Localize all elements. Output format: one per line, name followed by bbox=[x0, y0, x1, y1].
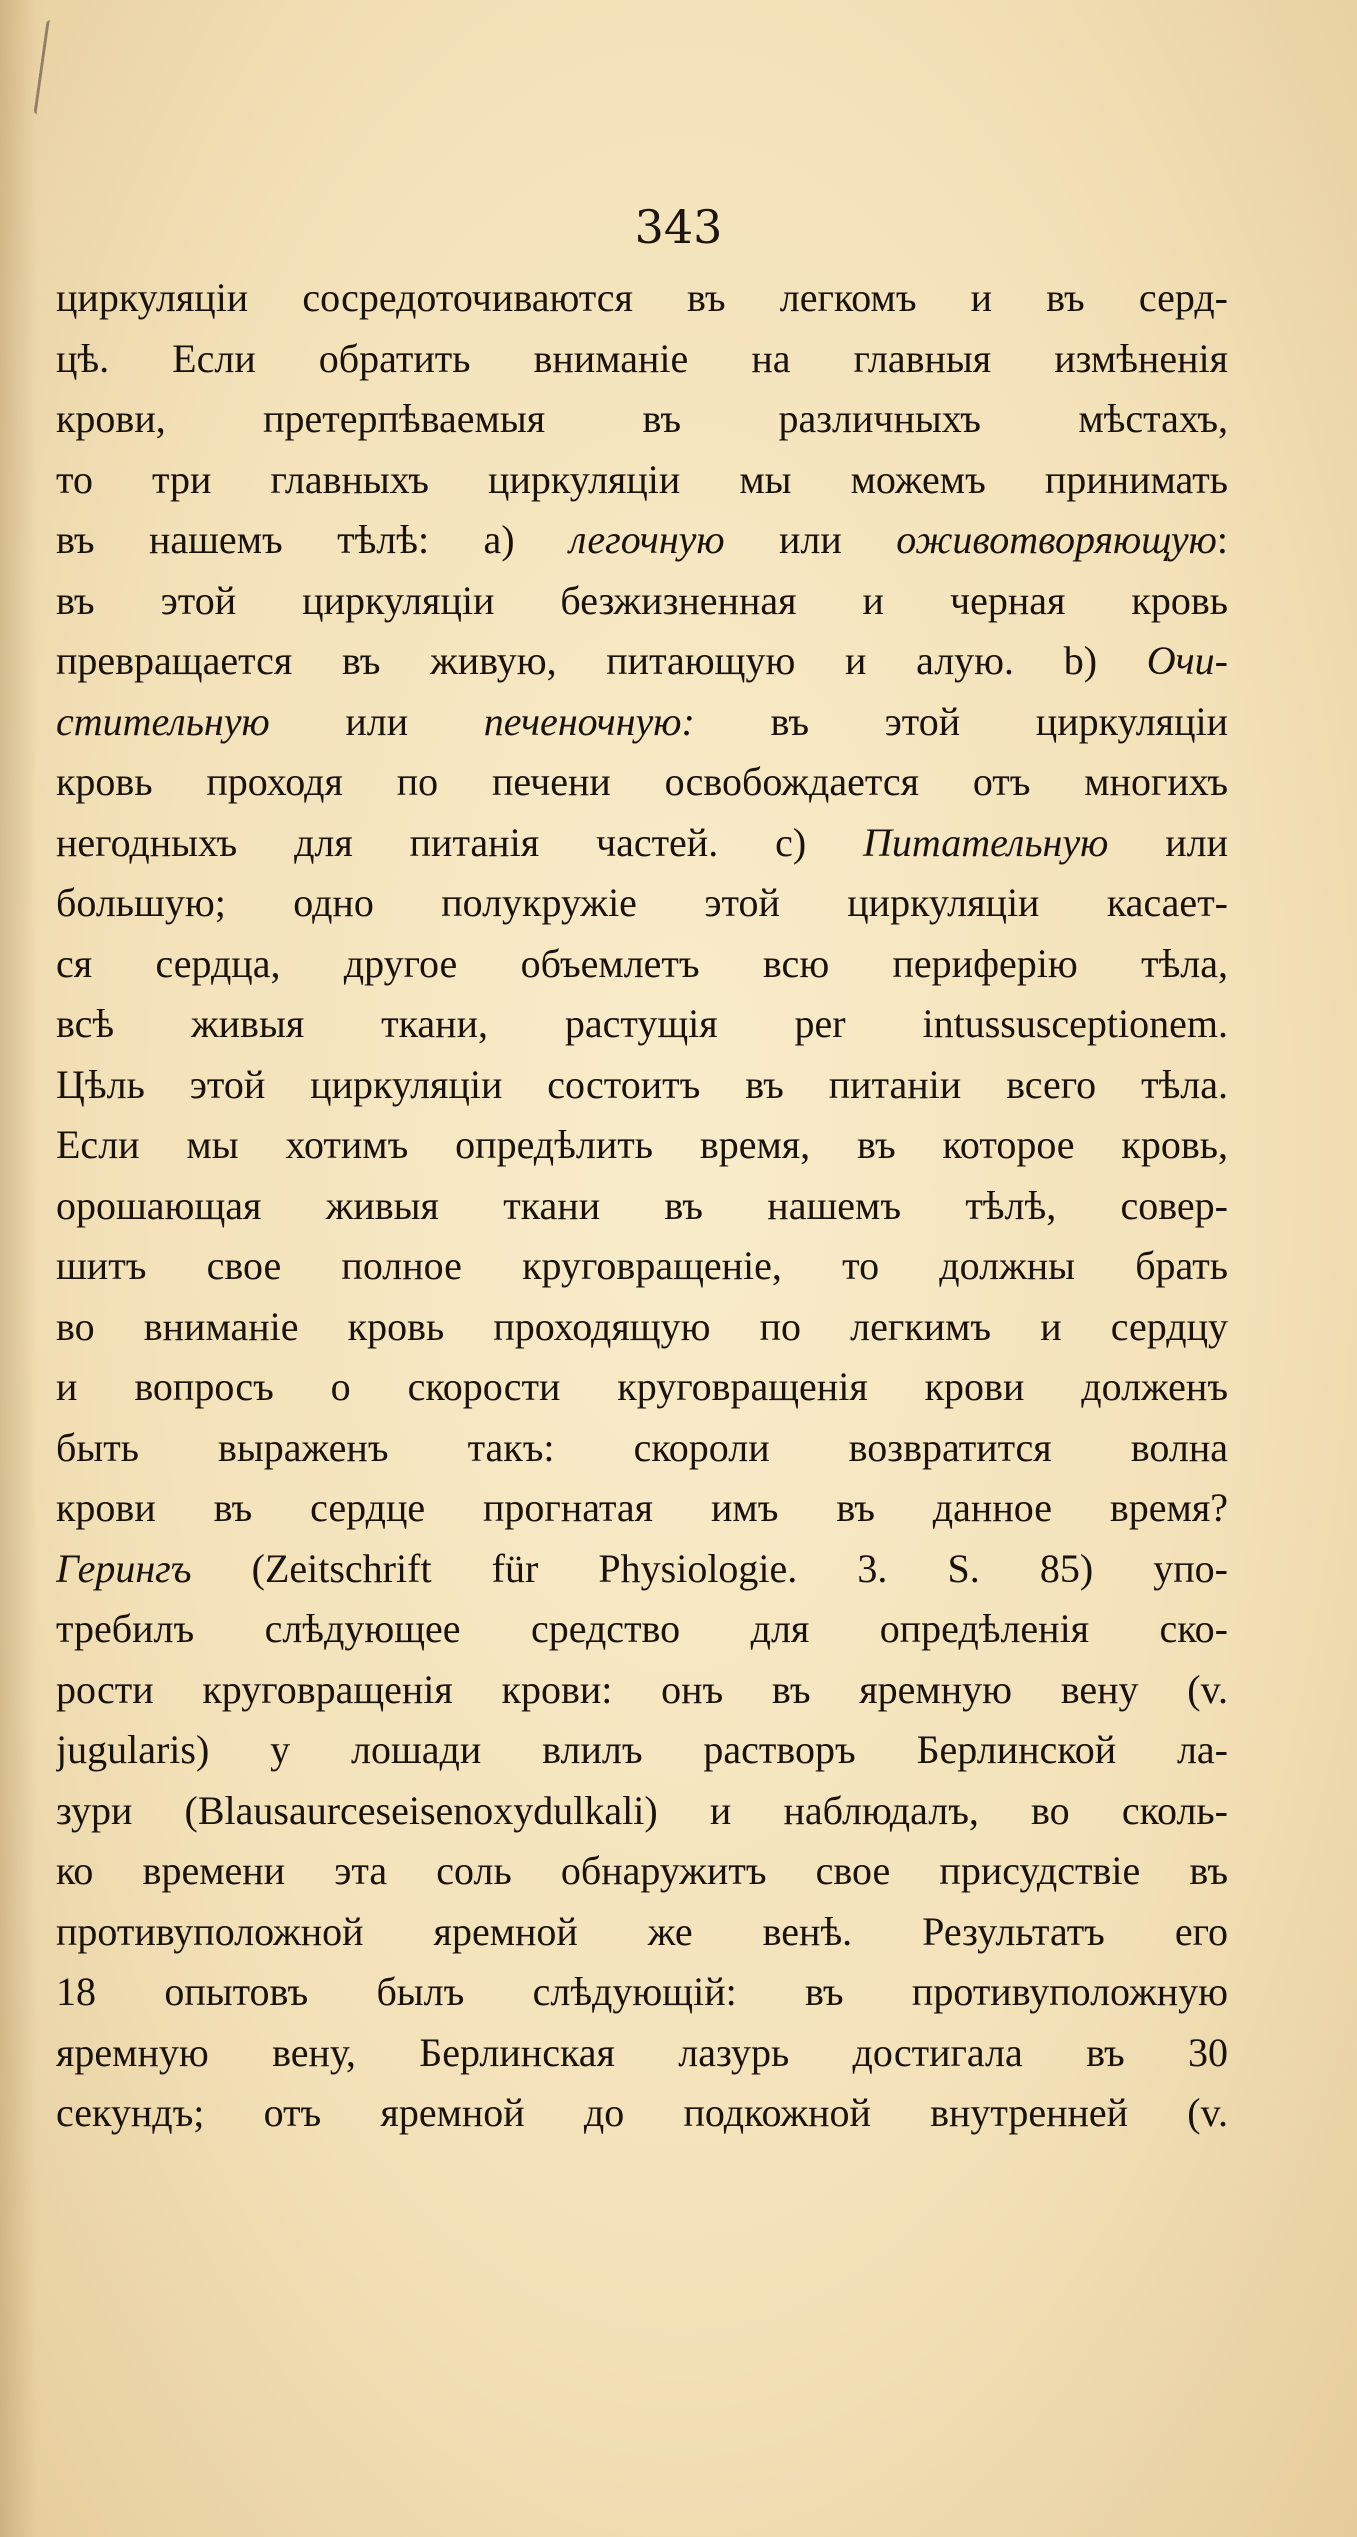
text-run: ся сердца, другое объемлетъ всю периферію тѣла, bbox=[56, 940, 1228, 986]
text-line bbox=[56, 1962, 1228, 2023]
italic-term: оживотворяющую bbox=[896, 517, 1217, 562]
body-text bbox=[56, 268, 1228, 2144]
text-run: (Zeitschrift für Physiologie. 3. S. 85) упо- bbox=[191, 1545, 1228, 1591]
text-run: большую; одно полукружіе этой циркуляціи касает- bbox=[56, 880, 1228, 925]
text-run: Если мы хотимъ опредѣлить время, въ которое кровь, bbox=[56, 1122, 1228, 1167]
text-run: негодныхъ для питанія частей. с) bbox=[56, 819, 863, 865]
text-run: крови въ сердце прогнатая имъ въ данное время? bbox=[56, 1485, 1228, 1530]
text-run: : bbox=[1216, 517, 1228, 562]
text-line bbox=[56, 1236, 1228, 1297]
text-line bbox=[56, 1781, 1228, 1842]
text-run: то три главныхъ циркуляціи мы можемъ принимать bbox=[56, 456, 1228, 502]
text-run: цѣ. Если обратить вниманіе на главныя измѣненія bbox=[56, 335, 1228, 381]
text-line bbox=[56, 2083, 1228, 2144]
text-line bbox=[56, 1478, 1228, 1539]
text-line bbox=[56, 1660, 1228, 1721]
text-line bbox=[56, 994, 1228, 1055]
text-line bbox=[56, 389, 1228, 450]
text-line bbox=[56, 934, 1228, 995]
text-line bbox=[56, 450, 1228, 511]
text-line bbox=[56, 752, 1228, 813]
text-run: всѣ живыя ткани, растущія per intussusceptionem. bbox=[56, 1001, 1228, 1046]
text-line bbox=[56, 1115, 1228, 1176]
text-run: или bbox=[724, 517, 897, 562]
text-run: шитъ свое полное круговращеніе, то должны брать bbox=[56, 1243, 1228, 1288]
text-line bbox=[56, 1297, 1228, 1358]
text-run: крови, претерпѣваемыя въ различныхъ мѣстахъ, bbox=[56, 396, 1228, 441]
text-run: зури (Blausaurceseisenoxydulkali) и наблюдалъ, во сколь- bbox=[56, 1787, 1228, 1833]
text-run: въ этой циркуляціи безжизненная и черная кровь bbox=[56, 577, 1228, 623]
italic-term: стительную bbox=[56, 698, 270, 744]
text-run: jugularis) у лошади влилъ растворъ Берлинской ла- bbox=[56, 1727, 1228, 1772]
text-line bbox=[56, 692, 1228, 753]
text-run: или bbox=[269, 698, 484, 744]
text-line bbox=[56, 571, 1228, 632]
text-run: въ этой циркуляціи bbox=[694, 698, 1228, 744]
text-line bbox=[56, 2023, 1228, 2084]
text-run: въ нашемъ тѣлѣ: а) bbox=[56, 517, 569, 562]
text-run: быть выраженъ такъ: скороли возвратится волна bbox=[56, 1424, 1228, 1470]
text-line bbox=[56, 268, 1228, 329]
italic-term: Очи- bbox=[1146, 638, 1228, 683]
text-line bbox=[56, 1720, 1228, 1781]
text-run: противуположной яремной же венѣ. Результатъ его bbox=[56, 1908, 1228, 1954]
page-number: 343 bbox=[634, 200, 723, 254]
text-run: яремную вену, Берлинская лазурь достигала въ 30 bbox=[56, 2029, 1228, 2075]
italic-term: легочную bbox=[568, 517, 725, 562]
text-line bbox=[56, 1539, 1228, 1600]
page-gutter-shadow bbox=[0, 0, 38, 2537]
text-line bbox=[56, 873, 1228, 934]
text-line bbox=[56, 1357, 1228, 1418]
text-line bbox=[56, 1176, 1228, 1237]
text-run: или bbox=[1108, 819, 1228, 865]
text-line bbox=[56, 1599, 1228, 1660]
text-run: орошающая живыя ткани въ нашемъ тѣлѣ, совер- bbox=[56, 1182, 1228, 1228]
italic-term: Питательную bbox=[863, 819, 1109, 865]
text-line bbox=[56, 631, 1228, 692]
text-run: превращается въ живую, питающую и алую. b) bbox=[56, 638, 1147, 683]
italic-term: Герингъ bbox=[56, 1545, 192, 1591]
text-run: секундъ; отъ яремной до подкожной внутренней (v. bbox=[56, 2090, 1228, 2135]
text-line bbox=[56, 1418, 1228, 1479]
text-run: ко времени эта соль обнаружитъ свое присудствіе въ bbox=[56, 1848, 1228, 1893]
text-run: и вопросъ о скорости круговращенія крови долженъ bbox=[56, 1364, 1228, 1409]
text-run: требилъ слѣдующее средство для опредѣленія ско- bbox=[56, 1606, 1228, 1651]
text-run: циркуляціи сосредоточиваются въ легкомъ и въ серд- bbox=[56, 275, 1228, 320]
text-run: кровь проходя по печени освобождается отъ многихъ bbox=[56, 759, 1228, 804]
text-line bbox=[56, 510, 1228, 571]
text-run: Цѣль этой циркуляціи состоитъ въ питаніи всего тѣла. bbox=[56, 1061, 1228, 1107]
italic-term: печеночную: bbox=[483, 698, 695, 744]
text-run: рости круговращенія крови: онъ въ яремную вену (v. bbox=[56, 1666, 1228, 1712]
text-run: 18 опытовъ былъ слѣдующій: въ противуположную bbox=[56, 1969, 1228, 2014]
text-line bbox=[56, 813, 1228, 874]
text-line bbox=[56, 1902, 1228, 1963]
text-line bbox=[56, 1841, 1228, 1902]
text-run: во вниманіе кровь проходящую по легкимъ и сердцу bbox=[56, 1303, 1228, 1349]
text-line bbox=[56, 329, 1228, 390]
text-line bbox=[56, 1055, 1228, 1116]
